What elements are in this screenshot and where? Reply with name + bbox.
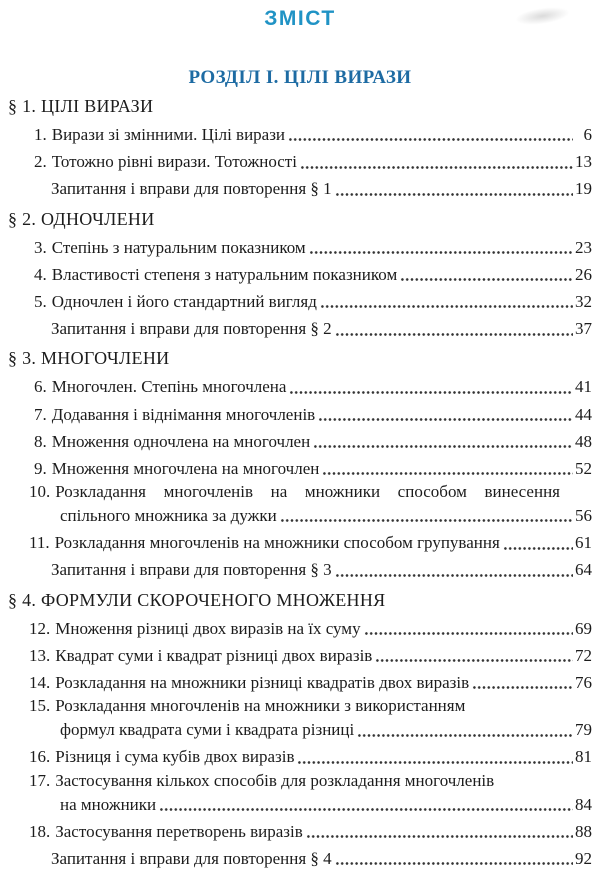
- toc-entry: [0, 288, 600, 315]
- toc-section: [0, 95, 600, 203]
- entry-title: Квадрат суми і квадрат різниці двох виразів: [55, 645, 373, 665]
- dot-leader: [335, 175, 573, 202]
- page-number: 64: [575, 560, 592, 580]
- entry-number: 2.: [34, 152, 47, 172]
- page-number: 41: [575, 377, 592, 397]
- toc-entry: [0, 373, 600, 400]
- page-title: ЗМІСТ: [264, 7, 336, 30]
- toc-entry: [0, 482, 600, 502]
- page-number: 88: [575, 821, 592, 841]
- dot-leader: [280, 502, 573, 529]
- page-number: 84: [575, 794, 592, 814]
- dot-leader: [335, 556, 573, 583]
- toc-entry-continuation: [0, 716, 600, 743]
- dot-leader: [320, 288, 573, 315]
- dot-leader: [309, 234, 573, 261]
- page-number: 81: [575, 747, 592, 767]
- page-number: 69: [575, 618, 592, 638]
- page-number: 92: [575, 848, 592, 868]
- entry-number: 14.: [29, 673, 51, 692]
- entry-number: 1.: [34, 125, 47, 144]
- toc-section: [0, 347, 600, 583]
- entry-number: 7.: [34, 404, 47, 424]
- entry-title: Множення одночлена на многочлен: [51, 431, 311, 451]
- entry-number: 11.: [29, 533, 50, 553]
- toc-entry: [0, 455, 600, 482]
- section-heading: § 2. ОДНОЧЛЕНИ: [8, 208, 155, 229]
- page-number: 13: [575, 152, 592, 172]
- dot-leader: [335, 315, 573, 342]
- entry-number: 15.: [29, 696, 51, 716]
- toc-review-entry: [0, 845, 600, 872]
- entry-title: Розкладання на множники різниці квадратів двох виразів: [55, 673, 470, 692]
- toc-review-entry: [0, 556, 600, 583]
- entry-number: 12.: [29, 618, 51, 638]
- toc-page: [0, 6, 600, 871]
- entry-number: 13.: [29, 645, 51, 665]
- entry-title: Запитання і вправи для повторення § 2: [51, 319, 332, 339]
- toc-entry: [0, 642, 600, 669]
- entry-title: Розкладання многочленів на множники з використанням: [55, 696, 466, 716]
- toc-entry: [0, 615, 600, 642]
- toc-entry: [0, 234, 600, 261]
- dot-leader: [288, 121, 573, 148]
- entry-title: Одночлен і його стандартний вигляд: [51, 291, 317, 311]
- entry-number: 3.: [34, 237, 47, 257]
- entry-number: 8.: [34, 431, 47, 451]
- dot-leader: [503, 529, 573, 556]
- entry-title: Додавання і віднімання многочленів: [51, 404, 316, 424]
- dot-leader: [289, 373, 573, 400]
- entry-title: Многочлен. Степінь многочлена: [51, 377, 287, 397]
- page-number: 44: [575, 404, 592, 424]
- page-number: 23: [575, 237, 592, 257]
- entry-title: формул квадрата суми і квадрата різниці: [60, 720, 355, 740]
- entry-number: 6.: [34, 377, 47, 397]
- toc-entry: [0, 771, 600, 791]
- entry-number: 4.: [34, 264, 47, 284]
- dot-leader: [297, 743, 573, 770]
- entry-title: Різниця і сума кубів двох виразів: [55, 747, 295, 767]
- entry-title: Розкладання многочленів на множники способом групування: [54, 533, 500, 553]
- page-number: 79: [575, 720, 592, 740]
- toc-section: [0, 208, 600, 343]
- toc-entry-continuation: [0, 502, 600, 529]
- entry-title: спільного множника за дужки: [60, 506, 277, 526]
- toc-entry-continuation: [0, 791, 600, 818]
- page-number: 32: [575, 291, 592, 311]
- entry-number: 18.: [29, 821, 51, 841]
- page-number: 52: [575, 458, 592, 478]
- page-number: 26: [575, 264, 592, 284]
- chapter-heading: РОЗДІЛ І. ЦІЛІ ВИРАЗИ: [188, 67, 412, 88]
- toc-review-entry: [0, 175, 600, 202]
- dot-leader: [313, 428, 573, 455]
- entry-title: Застосування кількох способів для розкладання многочленів: [55, 770, 495, 790]
- page-number: 56: [575, 506, 592, 526]
- page-number: 19: [575, 179, 592, 199]
- dot-leader: [357, 716, 573, 743]
- page-number: 6: [583, 125, 592, 144]
- toc-entry: [0, 669, 600, 696]
- toc-entry: [0, 121, 600, 148]
- toc-entry: [0, 743, 600, 770]
- entry-title: на множники: [60, 794, 157, 814]
- dot-leader: [364, 615, 573, 642]
- entry-number: 10.: [29, 482, 51, 502]
- toc-entry: [0, 818, 600, 845]
- entry-number: 17.: [29, 770, 51, 790]
- dot-leader: [322, 455, 573, 482]
- entry-title: Запитання і вправи для повторення § 4: [51, 848, 332, 868]
- page-number: 37: [575, 319, 592, 339]
- dot-leader: [159, 791, 573, 818]
- section-heading: § 4. ФОРМУЛИ СКОРОЧЕНОГО МНОЖЕННЯ: [8, 589, 386, 610]
- dot-leader: [375, 642, 573, 669]
- page-number: 76: [575, 673, 592, 692]
- entry-title: Вирази зі змінними. Цілі вирази: [51, 125, 286, 144]
- dot-leader: [400, 261, 573, 288]
- toc-sections: [0, 95, 600, 872]
- toc-entry: [0, 428, 600, 455]
- entry-title: Тотожно рівні вирази. Тотожності: [51, 152, 297, 172]
- toc-section: [0, 589, 600, 872]
- entry-number: 9.: [34, 458, 47, 478]
- toc-entry: [0, 696, 600, 716]
- section-heading: § 1. ЦІЛІ ВИРАЗИ: [8, 96, 154, 116]
- page-number: 72: [575, 645, 592, 665]
- toc-entry: [0, 148, 600, 175]
- toc-review-entry: [0, 315, 600, 342]
- entry-number: 16.: [29, 747, 51, 767]
- dot-leader: [306, 818, 573, 845]
- dot-leader: [300, 148, 573, 175]
- entry-title: Множення многочлена на многочлен: [51, 458, 320, 478]
- entry-title: Розкладання многочленів на множники способом винесення: [55, 482, 560, 502]
- entry-number: 5.: [34, 291, 47, 311]
- entry-title: Запитання і вправи для повторення § 3: [51, 560, 332, 580]
- entry-title: Запитання і вправи для повторення § 1: [51, 179, 332, 199]
- entry-title: Властивості степеня з натуральним показником: [51, 264, 398, 284]
- page-number: 61: [575, 533, 592, 553]
- toc-entry: [0, 529, 600, 556]
- dot-leader: [335, 845, 573, 872]
- page-number: 48: [575, 431, 592, 451]
- entry-title: Степінь з натуральним показником: [51, 237, 306, 257]
- entry-title: Застосування перетворень виразів: [55, 821, 303, 841]
- entry-title: Множення різниці двох виразів на їх суму: [55, 618, 361, 638]
- toc-entry: [0, 261, 600, 288]
- dot-leader: [318, 401, 573, 428]
- toc-entry: [0, 401, 600, 428]
- dot-leader: [472, 669, 573, 696]
- section-heading: § 3. МНОГОЧЛЕНИ: [8, 348, 170, 369]
